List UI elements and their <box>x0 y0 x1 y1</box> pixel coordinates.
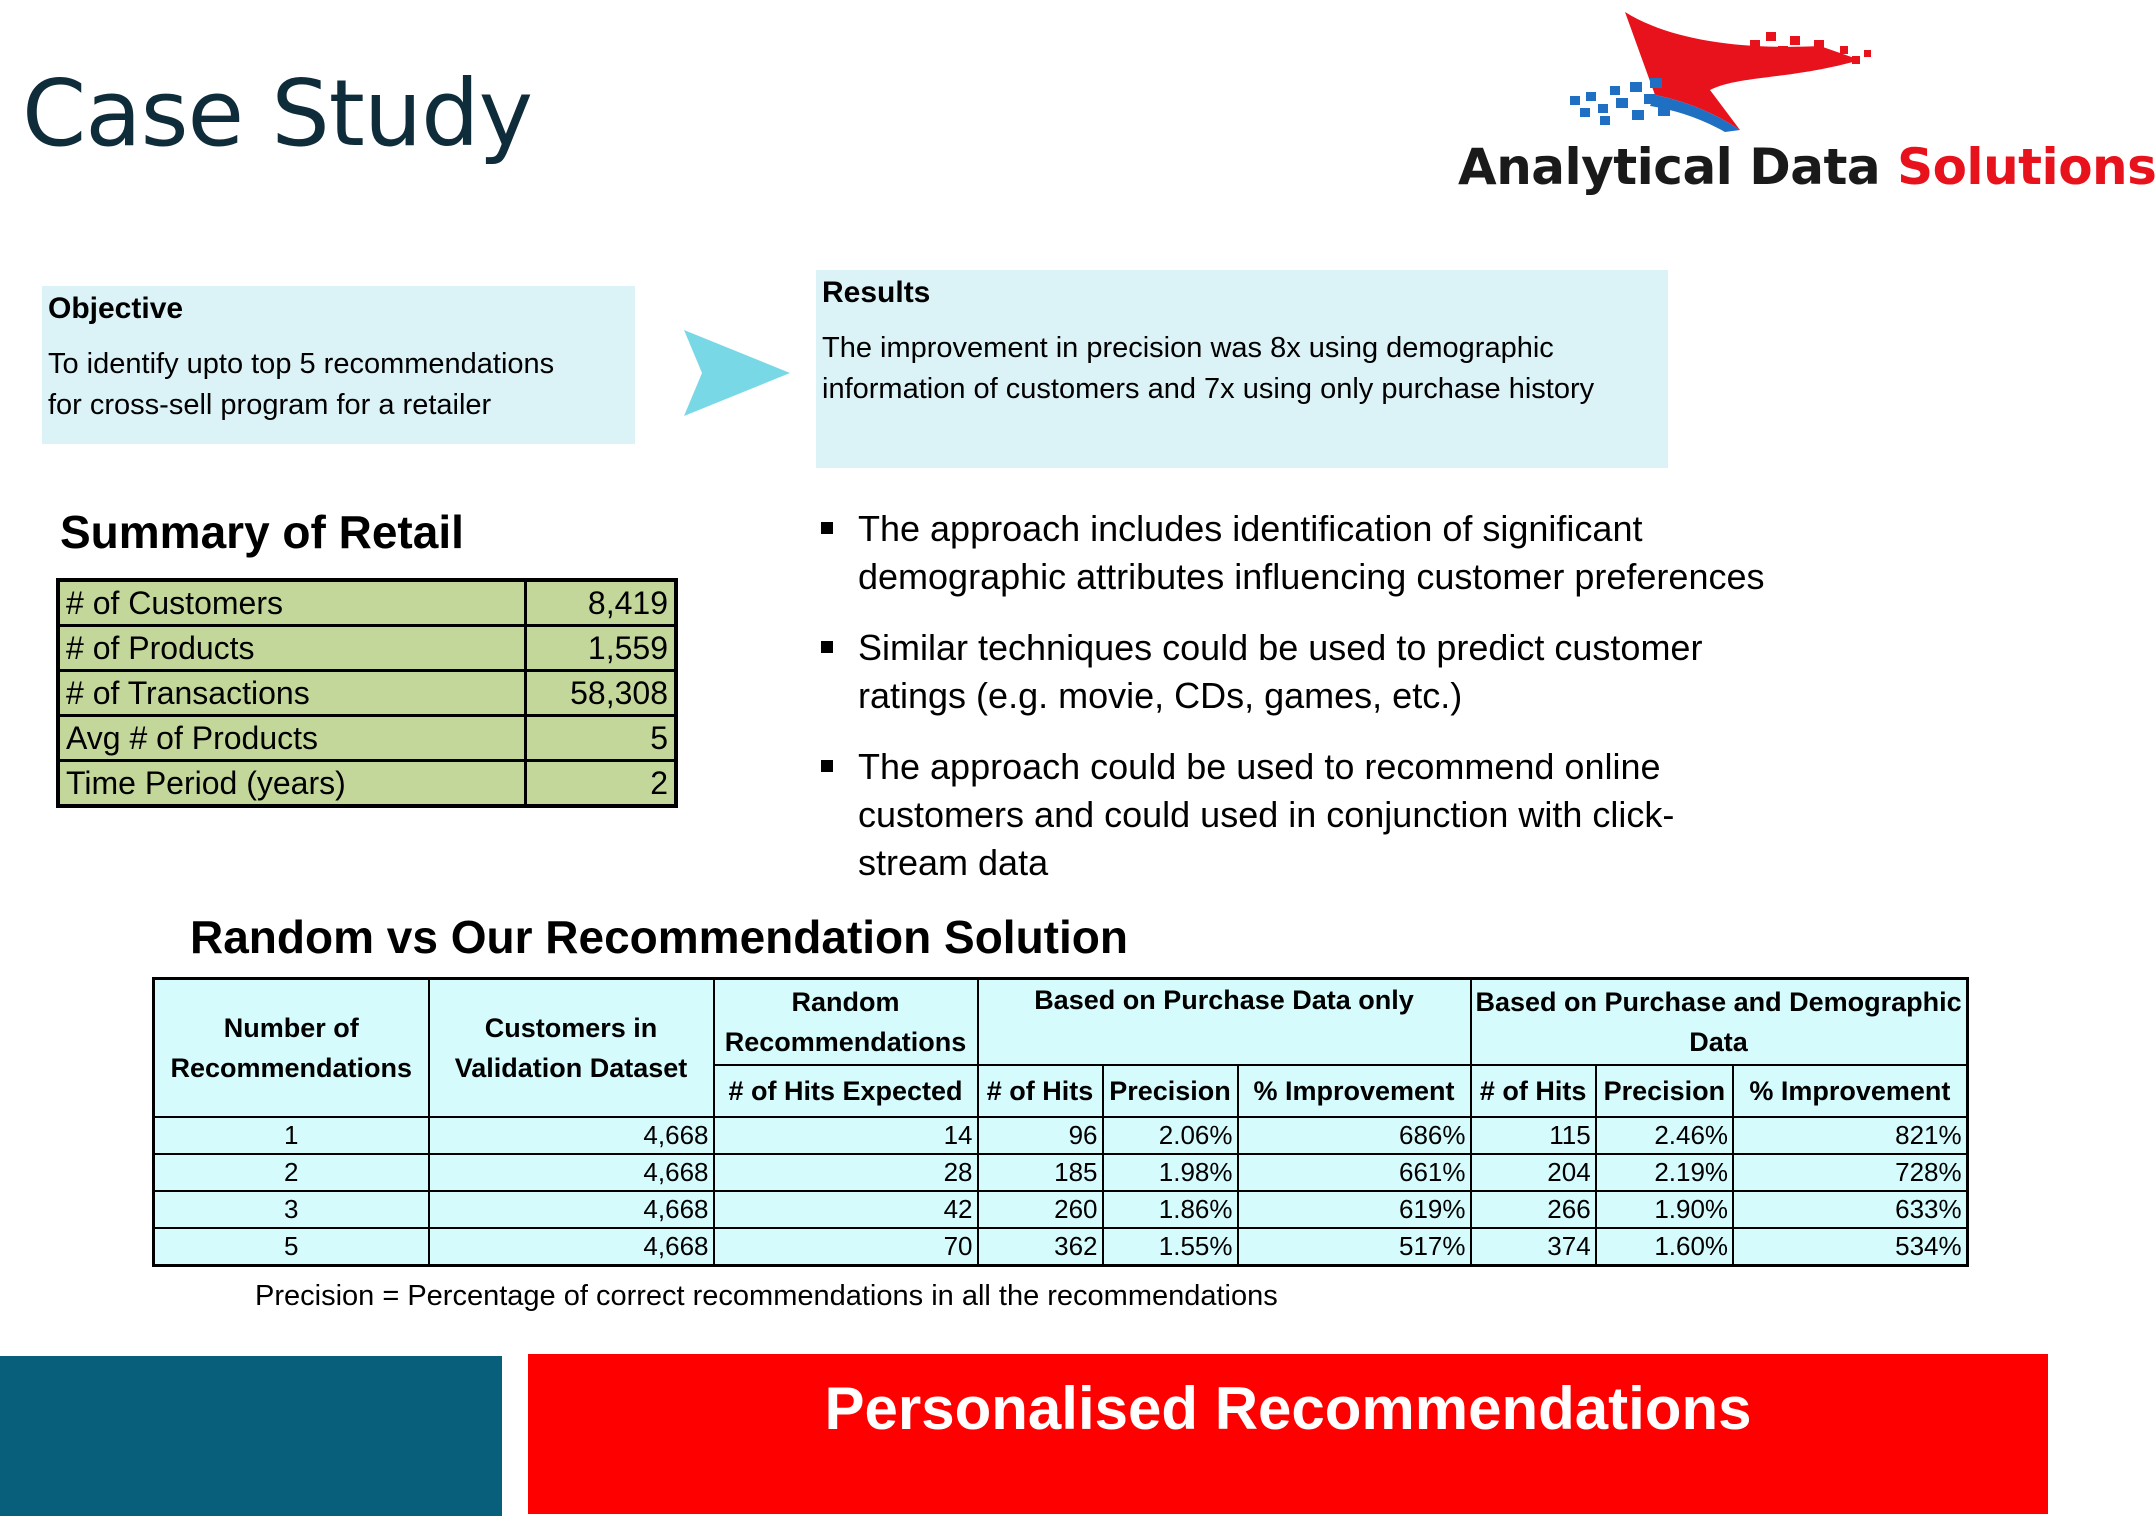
table-cell: 14 <box>714 1117 978 1154</box>
table-cell: 28 <box>714 1154 978 1191</box>
table-cell: 260 <box>978 1191 1103 1228</box>
header-precision: Precision <box>1596 1065 1733 1117</box>
list-item: The approach includes identification of significant demographic attributes influencing customer preferences <box>818 505 1918 601</box>
table-row <box>154 1191 1968 1228</box>
table-cell: 661% <box>1238 1154 1471 1191</box>
table-cell: 2 <box>154 1154 429 1191</box>
table-row <box>154 1228 1968 1266</box>
table-cell: 362 <box>978 1228 1103 1266</box>
results-text: The improvement in precision was 8x using demographic information of customers and 7x using only purchase history <box>822 332 1595 405</box>
summary-value: 5 <box>526 716 677 761</box>
header-precision: Precision <box>1103 1065 1238 1117</box>
header-hits: # of Hits <box>978 1065 1103 1117</box>
table-cell: 728% <box>1733 1154 1967 1191</box>
footer-title-bar <box>528 1354 2048 1514</box>
table-cell: 633% <box>1733 1191 1967 1228</box>
logo-text: Analytical Data Solutions <box>1458 138 2156 196</box>
summary-value: 1,559 <box>526 626 677 671</box>
table-cell: 1.98% <box>1103 1154 1238 1191</box>
objective-text: To identify upto top 5 recommendations for cross-sell program for a retailer <box>48 348 555 421</box>
footer-left-bar <box>0 1356 502 1516</box>
bullet-list <box>818 505 1918 910</box>
table-cell: 115 <box>1471 1117 1596 1154</box>
table-row <box>58 671 676 716</box>
table-cell: 4,668 <box>429 1191 714 1228</box>
table-cell: 534% <box>1733 1228 1967 1266</box>
objective-heading: Objective <box>48 292 184 325</box>
table-cell: 2.06% <box>1103 1117 1238 1154</box>
table-row <box>58 761 676 807</box>
table-cell: 266 <box>1471 1191 1596 1228</box>
bullet-square-icon <box>821 760 833 772</box>
table-row <box>154 1117 1968 1154</box>
table-cell: 1.60% <box>1596 1228 1733 1266</box>
table-cell: 1 <box>154 1117 429 1154</box>
summary-label: Avg # of Products <box>58 716 526 761</box>
table-row <box>58 580 676 626</box>
footer-title: Personalised Recommendations <box>824 1375 1752 1442</box>
table-cell: 4,668 <box>429 1117 714 1154</box>
table-cell: 42 <box>714 1191 978 1228</box>
table-header-row <box>154 979 1968 1066</box>
summary-title: Summary of Retail <box>60 506 464 558</box>
table-cell: 96 <box>978 1117 1103 1154</box>
header-customers-in-validation: Customers in Validation Dataset <box>429 979 714 1118</box>
table-cell: 517% <box>1238 1228 1471 1266</box>
objective-box <box>42 286 635 444</box>
header-hits: # of Hits <box>1471 1065 1596 1117</box>
table-cell: 4,668 <box>429 1228 714 1266</box>
bullet-square-icon <box>821 522 833 534</box>
summary-table <box>56 578 678 808</box>
table-cell: 2.19% <box>1596 1154 1733 1191</box>
right-arrow-icon <box>684 330 792 421</box>
table-cell: 1.90% <box>1596 1191 1733 1228</box>
table-cell: 5 <box>154 1228 429 1266</box>
results-heading: Results <box>822 276 931 309</box>
table-row <box>154 1154 1968 1191</box>
table-cell: 4,668 <box>429 1154 714 1191</box>
header-number-of-recommendations: Number of Recommendations <box>154 979 429 1118</box>
bullet-square-icon <box>821 641 833 653</box>
table-cell: 1.86% <box>1103 1191 1238 1228</box>
table-cell: 185 <box>978 1154 1103 1191</box>
header-improvement: % Improvement <box>1238 1065 1471 1117</box>
list-item: Similar techniques could be used to predict customer ratings (e.g. movie, CDs, games, etc.) <box>818 624 1918 720</box>
comparison-table <box>152 977 1969 1267</box>
table-cell: 686% <box>1238 1117 1471 1154</box>
page-title: Case Study <box>22 60 533 167</box>
table-cell: 821% <box>1733 1117 1967 1154</box>
table-cell: 204 <box>1471 1154 1596 1191</box>
table-row <box>58 716 676 761</box>
list-item: The approach could be used to recommend online customers and could used in conjunction with click- stream data <box>818 743 1918 887</box>
summary-label: # of Transactions <box>58 671 526 716</box>
header-random-recommendations: Random Recommendations <box>714 979 978 1066</box>
precision-footnote: Precision = Percentage of correct recommendations in all the recommendations <box>255 1280 1278 1312</box>
company-logo <box>1440 0 2156 205</box>
summary-value: 58,308 <box>526 671 677 716</box>
table-cell: 2.46% <box>1596 1117 1733 1154</box>
header-purchase-demographic: Based on Purchase and Demographic Data <box>1471 979 1968 1066</box>
table-cell: 1.55% <box>1103 1228 1238 1266</box>
logo-flag-icon <box>1440 0 2048 140</box>
results-box <box>816 270 1668 468</box>
summary-label: # of Products <box>58 626 526 671</box>
header-purchase-only: Based on Purchase Data only <box>978 979 1471 1066</box>
header-improvement: % Improvement <box>1733 1065 1967 1117</box>
summary-label: Time Period (years) <box>58 761 526 807</box>
summary-value: 8,419 <box>526 580 677 626</box>
summary-label: # of Customers <box>58 580 526 626</box>
comparison-title: Random vs Our Recommendation Solution <box>190 911 1128 963</box>
table-cell: 3 <box>154 1191 429 1228</box>
table-cell: 619% <box>1238 1191 1471 1228</box>
table-cell: 70 <box>714 1228 978 1266</box>
header-hits-expected: # of Hits Expected <box>714 1065 978 1117</box>
table-row <box>58 626 676 671</box>
table-cell: 374 <box>1471 1228 1596 1266</box>
summary-value: 2 <box>526 761 677 807</box>
